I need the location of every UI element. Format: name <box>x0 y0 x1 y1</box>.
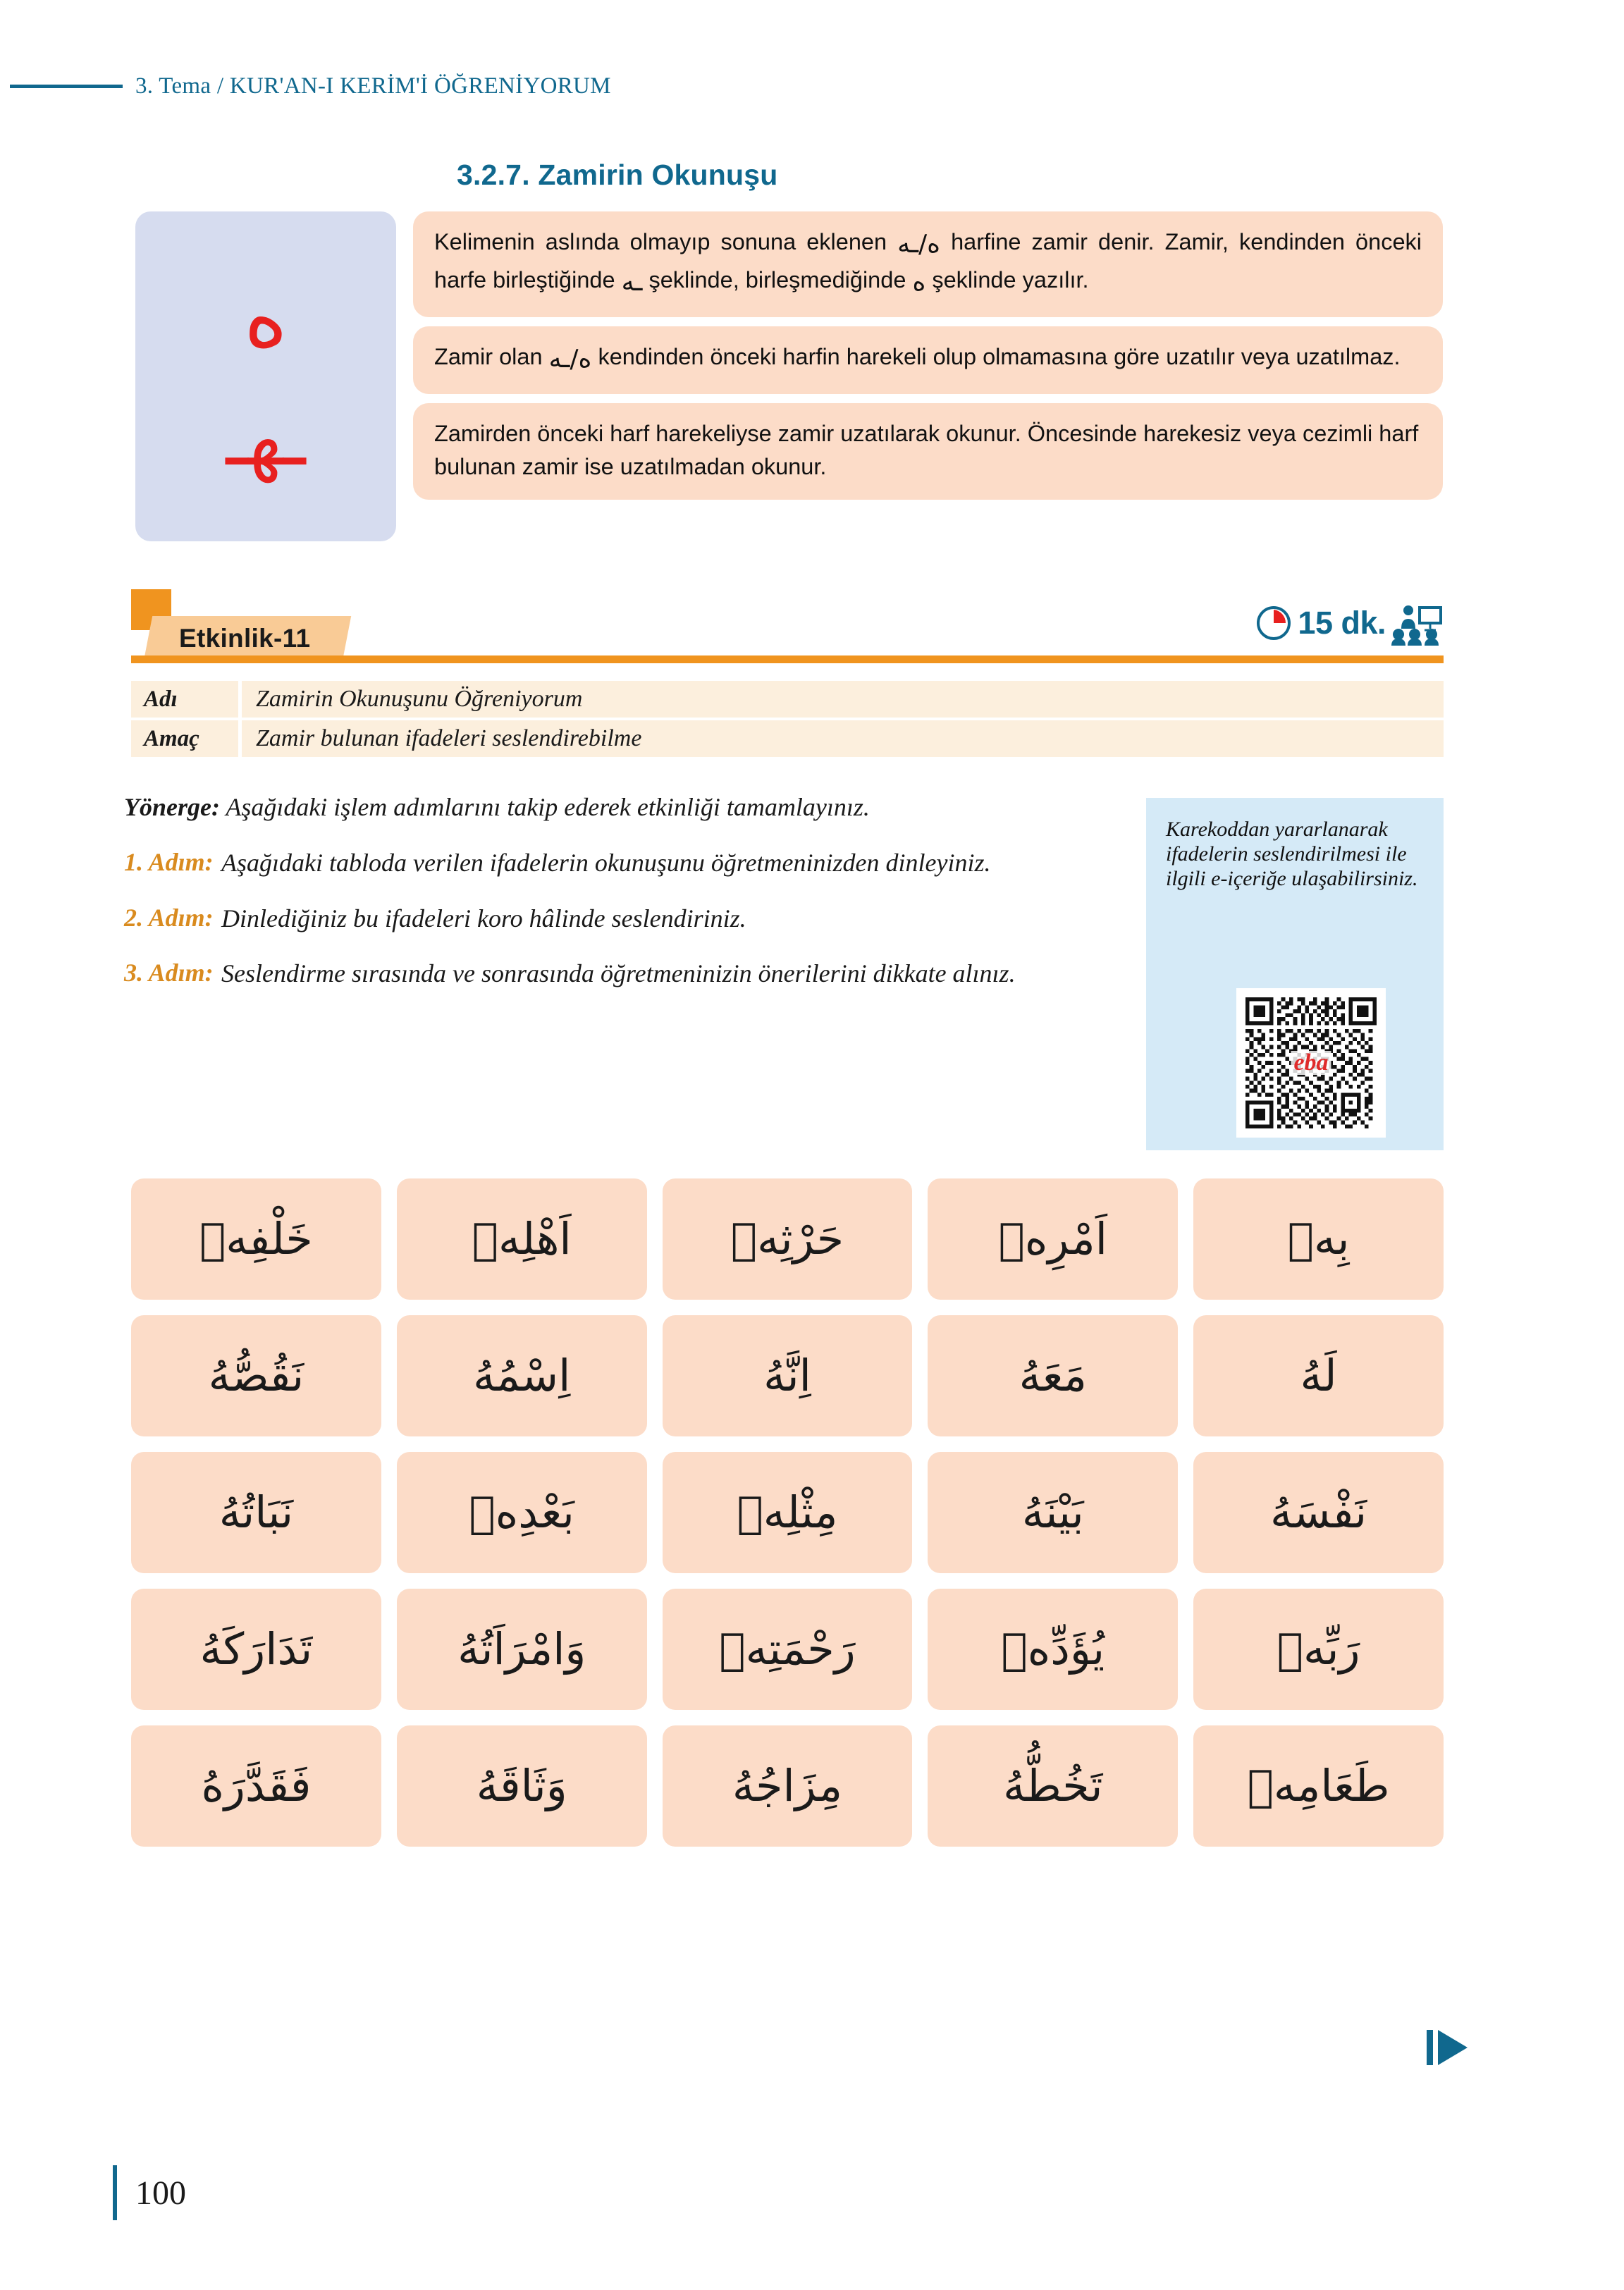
info-text-part1: Kelimenin aslında olmayıp sonuna eklenen <box>434 229 887 254</box>
word-cell[interactable] <box>1193 1315 1444 1436</box>
clock-icon <box>1255 605 1292 641</box>
activity-meta <box>1255 605 1442 641</box>
arabic-word: نَفْسَهُ <box>1270 1486 1367 1539</box>
qr-info-box <box>1146 798 1444 1150</box>
arabic-word: وَامْرَاَتُهُ <box>457 1623 586 1675</box>
instructions-block <box>124 792 1125 1014</box>
arabic-word: نَقُصُّهُ <box>208 1350 304 1402</box>
arabic-word: يُؤَدِّهٖ <box>1001 1623 1105 1675</box>
yonerge-label: Yönerge: <box>124 793 220 821</box>
info3-text: Zamirden önceki harf harekeliyse zamir uzatılarak okunur. Öncesinde harekesiz veya cezimli harf bulunan zamir ise uzatılmadan okunur. <box>434 420 1419 480</box>
step-2-text: Dinlediğiniz bu ifadeleri koro hâlinde seslendiriniz. <box>221 904 746 932</box>
info2-text-part1: Zamir olan <box>434 343 543 369</box>
whole-class-icon <box>1391 605 1442 646</box>
activity-meta-table <box>131 681 1444 760</box>
word-cell[interactable] <box>663 1725 913 1847</box>
eba-logo: eba <box>1291 1051 1331 1075</box>
isolated-ha-letter: ه <box>244 269 288 366</box>
qr-code-canvas <box>1245 997 1377 1128</box>
arabic-word: بَيْنَهُ <box>1021 1486 1084 1539</box>
activity-duration: 15 dk. <box>1298 605 1386 641</box>
meta-key-amac: Amaç <box>144 725 199 751</box>
table-row <box>131 1725 1444 1847</box>
arabic-word: اِنَّهُ <box>763 1350 811 1402</box>
footer-rule <box>113 2165 117 2220</box>
step-3-label: 3. Adım: <box>124 959 214 987</box>
page-number: 100 <box>135 2174 186 2212</box>
yonerge-line <box>124 792 1125 822</box>
zamir-glyph-3: ه <box>912 267 926 297</box>
header-rule <box>10 85 123 88</box>
word-cell[interactable] <box>397 1452 647 1573</box>
word-cell[interactable] <box>397 1725 647 1847</box>
word-cell[interactable] <box>1193 1725 1444 1847</box>
table-row <box>131 720 1444 757</box>
word-cell[interactable] <box>397 1315 647 1436</box>
table-row <box>131 681 1444 718</box>
word-cell[interactable] <box>131 1725 381 1847</box>
word-cell[interactable] <box>663 1178 913 1300</box>
arabic-word: مِزَاجُهُ <box>732 1760 843 1812</box>
arabic-word: فَقَدَّرَهُ <box>201 1760 312 1812</box>
arabic-word: وَثَاقَهُ <box>476 1760 567 1812</box>
table-row <box>131 1452 1444 1573</box>
arabic-word: اَمْرِهٖ <box>998 1213 1107 1265</box>
zamir-glyph-2: ـه <box>621 267 643 297</box>
arabic-word: مَعَهُ <box>1019 1350 1087 1402</box>
qr-description: Karekoddan yararlanarak ifadelerin seslendirilmesi ile ilgili e-içeriğe ulaşabilirsiniz. <box>1166 818 1418 890</box>
arabic-word: اِسْمُهُ <box>473 1350 571 1402</box>
arabic-word: طَعَامِهٖ <box>1247 1760 1390 1812</box>
activity-underline <box>131 655 1444 663</box>
word-cell[interactable] <box>131 1589 381 1710</box>
arabic-word: بِهٖ <box>1287 1213 1350 1265</box>
info-box-definition <box>413 211 1443 317</box>
activity-banner <box>131 589 1444 665</box>
word-cell[interactable] <box>131 1315 381 1436</box>
word-grid <box>131 1178 1444 1847</box>
word-cell[interactable] <box>928 1452 1178 1573</box>
breadcrumb: 3. Tema / KUR'AN-I KERİM'İ ÖĞRENİYORUM <box>135 73 611 99</box>
arabic-word: نَبَاتُهُ <box>219 1486 294 1539</box>
page-title: 3.2.7. Zamirin Okunuşu <box>457 159 778 191</box>
meta-value-adi: Zamirin Okunuşunu Öğreniyorum <box>256 686 583 712</box>
play-triangle-icon[interactable] <box>1427 2027 1470 2068</box>
info-text-part3: şeklinde, birleşmediğinde <box>648 266 906 293</box>
word-cell[interactable] <box>928 1589 1178 1710</box>
step-2-label: 2. Adım: <box>124 903 214 932</box>
table-row <box>131 1178 1444 1300</box>
arabic-word: خَلْفِهٖ <box>199 1213 313 1265</box>
arabic-word: رَبِّهٖ <box>1277 1623 1360 1675</box>
word-cell[interactable] <box>663 1315 913 1436</box>
arabic-word: مِثْلِهٖ <box>737 1486 838 1539</box>
arabic-word: اَهْلِهٖ <box>472 1213 572 1265</box>
word-cell[interactable] <box>131 1178 381 1300</box>
list-item <box>124 847 1125 879</box>
step-3-text: Seslendirme sırasında ve sonrasında öğretmeninizin önerilerini dikkate alınız. <box>221 959 1016 988</box>
arabic-word: رَحْمَتِهٖ <box>719 1623 856 1675</box>
word-cell[interactable] <box>1193 1452 1444 1573</box>
yonerge-text: Aşağıdaki işlem adımlarını takip ederek etkinliği tamamlayınız. <box>226 793 870 821</box>
arabic-word: تَخُطُّهُ <box>1003 1760 1103 1812</box>
info-text-part4: şeklinde yazılır. <box>932 266 1089 293</box>
info2-text-part2: kendinden önceki harfin harekeli olup olmamasına göre uzatılır veya uzatılmaz. <box>598 343 1401 369</box>
list-item <box>124 903 1125 935</box>
word-cell[interactable] <box>928 1178 1178 1300</box>
meta-key-adi: Adı <box>144 686 178 712</box>
word-cell[interactable] <box>131 1452 381 1573</box>
page-footer <box>113 2165 186 2220</box>
word-cell[interactable] <box>1193 1589 1444 1710</box>
list-item <box>124 958 1125 990</box>
info-text-part2: harfine zamir denir. Zamir, kendinden önceki harfe birleştiğinde <box>434 229 1422 293</box>
word-cell[interactable] <box>1193 1178 1444 1300</box>
arabic-word: بَعْدِهٖ <box>469 1486 574 1539</box>
qr-code-icon[interactable] <box>1236 988 1386 1138</box>
word-cell[interactable] <box>663 1589 913 1710</box>
step-1-label: 1. Adım: <box>124 848 214 876</box>
activity-tab <box>144 616 352 661</box>
activity-tab-label: Etkinlik-11 <box>179 624 311 653</box>
letter-forms-card <box>135 211 396 541</box>
zamir-glyph-1: ه/ـه <box>897 230 941 259</box>
word-cell[interactable] <box>397 1589 647 1710</box>
word-cell[interactable] <box>397 1178 647 1300</box>
word-cell[interactable] <box>928 1315 1178 1436</box>
step-1-text: Aşağıdaki tabloda verilen ifadelerin okunuşunu öğretmeninizden dinleyiniz. <box>221 849 991 877</box>
arabic-word: لَهُ <box>1300 1350 1337 1402</box>
arabic-word: تَدَارَكَهُ <box>199 1623 313 1675</box>
table-row <box>131 1315 1444 1436</box>
connected-ha-letter: ـهـ <box>226 395 306 483</box>
word-cell[interactable] <box>663 1452 913 1573</box>
meta-value-amac: Zamir bulunan ifadeleri seslendirebilme <box>256 725 642 751</box>
page-header <box>0 69 1624 103</box>
zamir-glyph-4: ه/ـه <box>548 344 592 374</box>
info-box-rule <box>413 403 1443 500</box>
info-area <box>135 211 1443 541</box>
table-row <box>131 1589 1444 1710</box>
info-box-lengthening <box>413 326 1443 394</box>
word-cell[interactable] <box>928 1725 1178 1847</box>
arabic-word: حَرْثِهٖ <box>730 1213 844 1265</box>
